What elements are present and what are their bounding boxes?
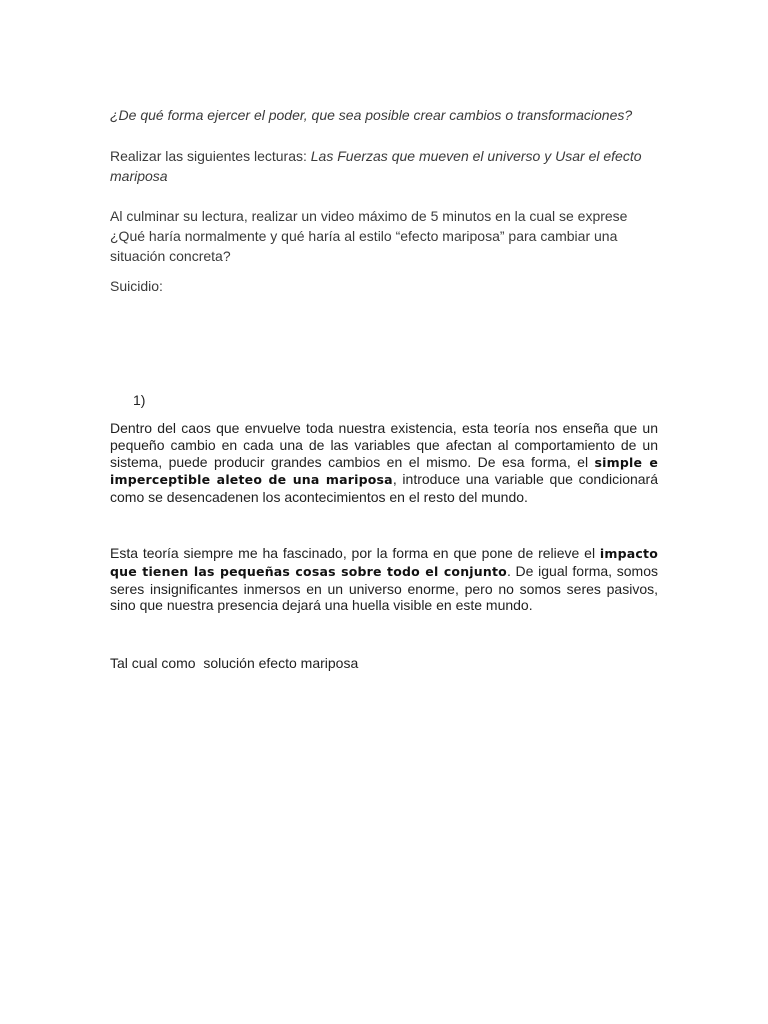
readings-instruction <box>110 146 658 186</box>
paragraph-2-text-b: . De igual forma, somos seres insignificantes inmersos en un universo enorme, pero no somos seres pasivos, sino que nuestra presencia dejará una huella visible en este mundo. <box>110 562 658 614</box>
paragraph-1-text-b: , introduce una variable que condicionará como se desencadenen los acontecimientos en el resto del mundo. <box>110 471 659 506</box>
paragraph-2 <box>110 545 658 614</box>
paragraph-1 <box>110 420 658 506</box>
guiding-question: ¿De qué forma ejercer el poder, que sea posible crear cambios o transformaciones? <box>110 107 633 123</box>
list-number: 1) <box>133 392 146 408</box>
readings-prefix: Realizar las siguientes lecturas: <box>110 148 311 164</box>
closing-line: Tal cual como solución efecto mariposa <box>110 655 359 671</box>
reading-title-2: Usar el efecto mariposa <box>110 148 642 184</box>
paragraph-1-text-a: Dentro del caos que envuelve toda nuestra existencia, esta teoría nos enseña que un pequeño cambio en cada una de las variables que afectan al comportamiento de un sistema, puede producir grandes cambios en el mismo. De esa forma, el <box>110 420 658 470</box>
video-instructions: Al culminar su lectura, realizar un video máximo de 5 minutos en la cual se exprese ¿Qué haría normalmente y qué haría al estilo “efecto mariposa” para cambiar una situación concreta? <box>110 208 628 264</box>
reading-title-1: Las Fuerzas que mueven el universo y <box>310 148 556 164</box>
topic-label: Suicidio: <box>110 278 163 294</box>
paragraph-2-text-a: Esta teoría siempre me ha fascinado, por la forma en que pone de relieve el <box>110 545 600 561</box>
paragraph-1-bold: simple e imperceptible aleteo de una mariposa <box>110 454 659 488</box>
paragraph-2-bold: impacto que tienen las pequeñas cosas sobre todo el conjunto <box>110 546 658 579</box>
